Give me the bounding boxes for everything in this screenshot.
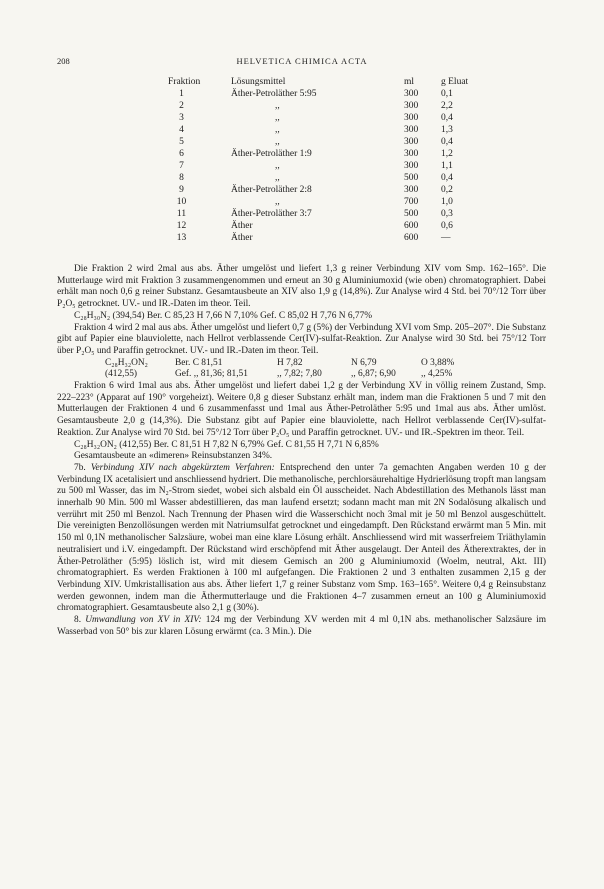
table-cell: 1,1 [441, 161, 453, 171]
table-row [168, 172, 491, 184]
section-heading: Umwandlung von XV in XIV: [85, 615, 202, 626]
table-cell: 600 [404, 233, 419, 243]
table-cell: Äther [231, 233, 253, 243]
table-cell: 4 [179, 125, 184, 135]
paragraph: Fraktion 4 wird 2 mal aus abs. Äther umgelöst und liefert 0,7 g (5%) der Verbindung XVI vom Smp. 205–207°. Die Substanz gibt auf Papier eine blauviolette, nach Hellrot verblassende Cer(IV)-sulfat-Reaktion. Zur Analyse wird 30 Std. bei 75°/12 Torr über P₂O₅ und Paraffin getrocknet. UV.- und IR.-Daten im theor. Teil. [57, 322, 546, 356]
table-cell: 300 [404, 137, 419, 147]
column-header: Lösungsmittel [231, 77, 286, 87]
paragraph-text: 124 mg der Verbindung XV werden mit 4 ml 0,1N abs. methanolischer Salzsäure im Wasserbad von 50° bis zur klaren Lösung erwärmt (ca. 3 Min.). Die [57, 615, 546, 637]
table-body [168, 88, 491, 244]
section-number: 8. [74, 615, 86, 626]
table-row [168, 232, 491, 244]
analysis-value: N 6,79 [351, 357, 377, 368]
paragraph [57, 615, 546, 638]
table-cell: 10 [176, 197, 187, 207]
paragraph: Fraktion 6 wird 1mal aus abs. Äther umgelöst und liefert dabei 1,2 g der Verbindung XV in völlig reinem Zustand, Smp. 222–223° (Apparat auf 190° vorgeheizt). Weitere 0,8 g dieser Substanz erhält man, indem man die Fraktionen 5 und 7 mit den Mutterlaugen der Fraktionen 4 und 6 zusammenfasst und 1mal aus Äther-Petroläther 5:95 und 1mal aus abs. Äther umlöst. Gesamtausbeute 2,0 g (14,3%). Die Substanz gibt auf Papier eine blauviolette, nach Hellrot verblassende Cer(IV)-sulfat-Reaktion. Zur Analyse wird 70 Std. bei 75°/12 Torr über P₂O₅ und Paraffin getrocknet. UV.- und IR.-Spektren im theor. Teil. [57, 381, 546, 438]
section-number: 7b. [74, 462, 91, 473]
table-cell: Äther-Petroläther 2:8 [231, 185, 312, 195]
table-cell: 5 [179, 137, 184, 147]
table-row [168, 124, 491, 136]
table-cell: Äther-Petroläther 3:7 [231, 209, 312, 219]
table-cell: ,, [275, 173, 280, 183]
table-cell: 300 [404, 125, 419, 135]
column-header: ml [404, 77, 415, 87]
table-row [168, 220, 491, 232]
table-cell: 0,4 [441, 137, 453, 147]
table-cell: 12 [176, 221, 187, 231]
table-cell: 0,6 [441, 221, 453, 231]
table-cell: 600 [404, 221, 419, 231]
table-row [168, 196, 491, 208]
table-cell: 300 [404, 161, 419, 171]
table-cell: 300 [404, 89, 419, 99]
table-cell: Äther-Petroläther 1:9 [231, 149, 312, 159]
table-row [168, 136, 491, 148]
table-cell: 13 [176, 233, 187, 243]
table-cell: 9 [179, 185, 184, 195]
table-cell: 7 [179, 161, 184, 171]
table-cell: 11 [176, 209, 187, 219]
table-cell: ,, [275, 125, 280, 135]
table-cell: 300 [404, 185, 419, 195]
analysis-line [57, 358, 546, 370]
table-row [168, 184, 491, 196]
analysis-value: Ber. C 81,51 [175, 357, 223, 368]
page-number: 208 [57, 56, 70, 66]
table-cell: 0,3 [441, 209, 453, 219]
table-cell: 8 [179, 173, 184, 183]
table-cell: 700 [404, 197, 419, 207]
fraction-table [168, 76, 491, 244]
table-row [168, 112, 491, 124]
table-cell: — [441, 233, 451, 243]
table-cell: 300 [404, 149, 419, 159]
analysis-value: O 3,88% [421, 357, 455, 368]
section-heading: Verbindung XIV nach abgekürztem Verfahren: [90, 462, 275, 473]
table-cell: 300 [404, 113, 419, 123]
paragraph: Die Fraktion 2 wird 2mal aus abs. Äther umgelöst und liefert 1,3 g reiner Verbindung XIV vom Smp. 162–165°. Die Mutterlauge wird mit Fraktion 3 zusammengenommen und erneut an 30 g Aluminiumoxid (wie oben) chromatographiert. Dabei erhält man noch 0,6 g reiner Substanz. Gesamtausbeute an XIV also 1,9 g (14,8%). Zur Analyse wird 4 Std. bei 70°/12 Torr über P₂O₅ getrocknet. UV.- und IR.-Daten im theor. Teil. [57, 264, 546, 310]
table-cell: 0,4 [441, 113, 453, 123]
table-cell: ,, [275, 161, 280, 171]
analysis-line [57, 369, 546, 381]
table-cell: Äther [231, 221, 253, 231]
table-cell: 500 [404, 173, 419, 183]
table-cell: 0,1 [441, 89, 453, 99]
table-cell: 1 [179, 89, 184, 99]
analysis-value: H 7,82 [277, 357, 303, 368]
body-text [57, 264, 546, 639]
table-cell: ,, [275, 113, 280, 123]
table-cell: 6 [179, 149, 184, 159]
table-row [168, 88, 491, 100]
table-cell: 1,3 [441, 125, 453, 135]
table-cell: 1,2 [441, 149, 453, 159]
molecular-weight: (412,55) [105, 369, 138, 380]
table-cell: 2,2 [441, 101, 453, 111]
formula: C₂₈H₃₂ON₂ [105, 357, 148, 368]
table-cell: 1,0 [441, 197, 453, 207]
analysis-line: C₂₈H₃₀N₂ (394,54) Ber. C 85,23 H 7,66 N 7,10% Gef. C 85,02 H 7,76 N 6,77% [74, 310, 373, 321]
table-cell: 300 [404, 101, 419, 111]
paragraph: Gesamtausbeute an «dimeren» Reinsubstanzen 34%. [74, 451, 273, 462]
table-cell: ,, [275, 137, 280, 147]
table-row [168, 100, 491, 112]
table-cell: 3 [179, 113, 184, 123]
table-header-row [168, 76, 491, 88]
analysis-value: Gef. ,, 81,36; 81,51 [175, 369, 248, 380]
table-cell: ,, [275, 101, 280, 111]
column-header: Fraktion [168, 77, 201, 87]
analysis-value: ,, 7,82; 7,80 [277, 369, 322, 380]
paragraph [57, 463, 546, 615]
table-cell: 500 [404, 209, 419, 219]
table-row [168, 208, 491, 220]
column-header: g Eluat [441, 77, 469, 87]
analysis-value: ,, 6,87; 6,90 [351, 369, 396, 380]
table-cell: 0,2 [441, 185, 453, 195]
table-row [168, 160, 491, 172]
table-cell: Äther-Petroläther 5:95 [231, 89, 317, 99]
table-cell: 0,4 [441, 173, 453, 183]
running-head: HELVETICA CHIMICA ACTA [236, 56, 368, 66]
analysis-line: C₂₈H₃₂ON₂ (412,55) Ber. C 81,51 H 7,82 N 6,79% Gef. C 81,55 H 7,71 N 6,85% [74, 439, 379, 450]
table-cell: ,, [275, 197, 280, 207]
analysis-value: ,, 4,25% [421, 369, 453, 380]
table-cell: 2 [179, 101, 184, 111]
paragraph-text: Entsprechend den unter 7a gemachten Angaben werden 10 g der Verbindung IX acetalisiert und anschliessend hydriert. Die methanolische, perchlorsäurehaltige Hydrierlösung tropft man langsam zu 500 ml Wasser, das im N₂-Strom siedet, wobei sich alsbald ein Öl ausscheidet. Nach Abdestillation des Methanols lässt man innerhalb 90 Min. 500 ml Wasser abdestillieren, das man laufend ersetzt; sodann macht man mit 2N Sodalösung alkalisch und verrührt mit 250 ml Benzol. Nach Trennung der Phasen wird die Wasserschicht noch 3mal mit je 50 ml Benzol ausgeschüttelt. Die vereinigten Benzollösungen werden mit Natriumsulfat getrocknet und eingedampft. Den Rückstand erwärmt man 5 Min. mit 150 ml 0,1N methanolischer Salzsäure, wobei man eine klare Lösung erhält. Anschliessend wird mit wasserfreiem Triäthylamin neutralisiert und i.V. eingedampft. Der Rückstand wird erschöpfend mit Äther ausgelaugt. Der Anteil des Ätherextraktes, der in Äther-Petroläther (5:95) löslich ist, wird mit diesem Gemisch an 200 g Aluminiumoxid (Woelm, neutral, Akt. III) chromatographiert. Es werden Fraktionen à 100 ml aufgefangen. Die Fraktionen 2 und 3 enthalten zusammen 2,15 g der Verbindung XIV. Umkristallisation aus abs. Äther liefert 1,7 g reiner Substanz vom Smp. 163–165°. Weitere 0,4 g Reinsubstanz werden gewonnen, indem man die Äthermutterlauge und die Fraktionen 4–7 zusammen erneut an 100 g Aluminiumoxid chromatographiert. Gesamtausbeute also 2,1 g (30%). [57, 462, 546, 614]
table-row [168, 148, 491, 160]
